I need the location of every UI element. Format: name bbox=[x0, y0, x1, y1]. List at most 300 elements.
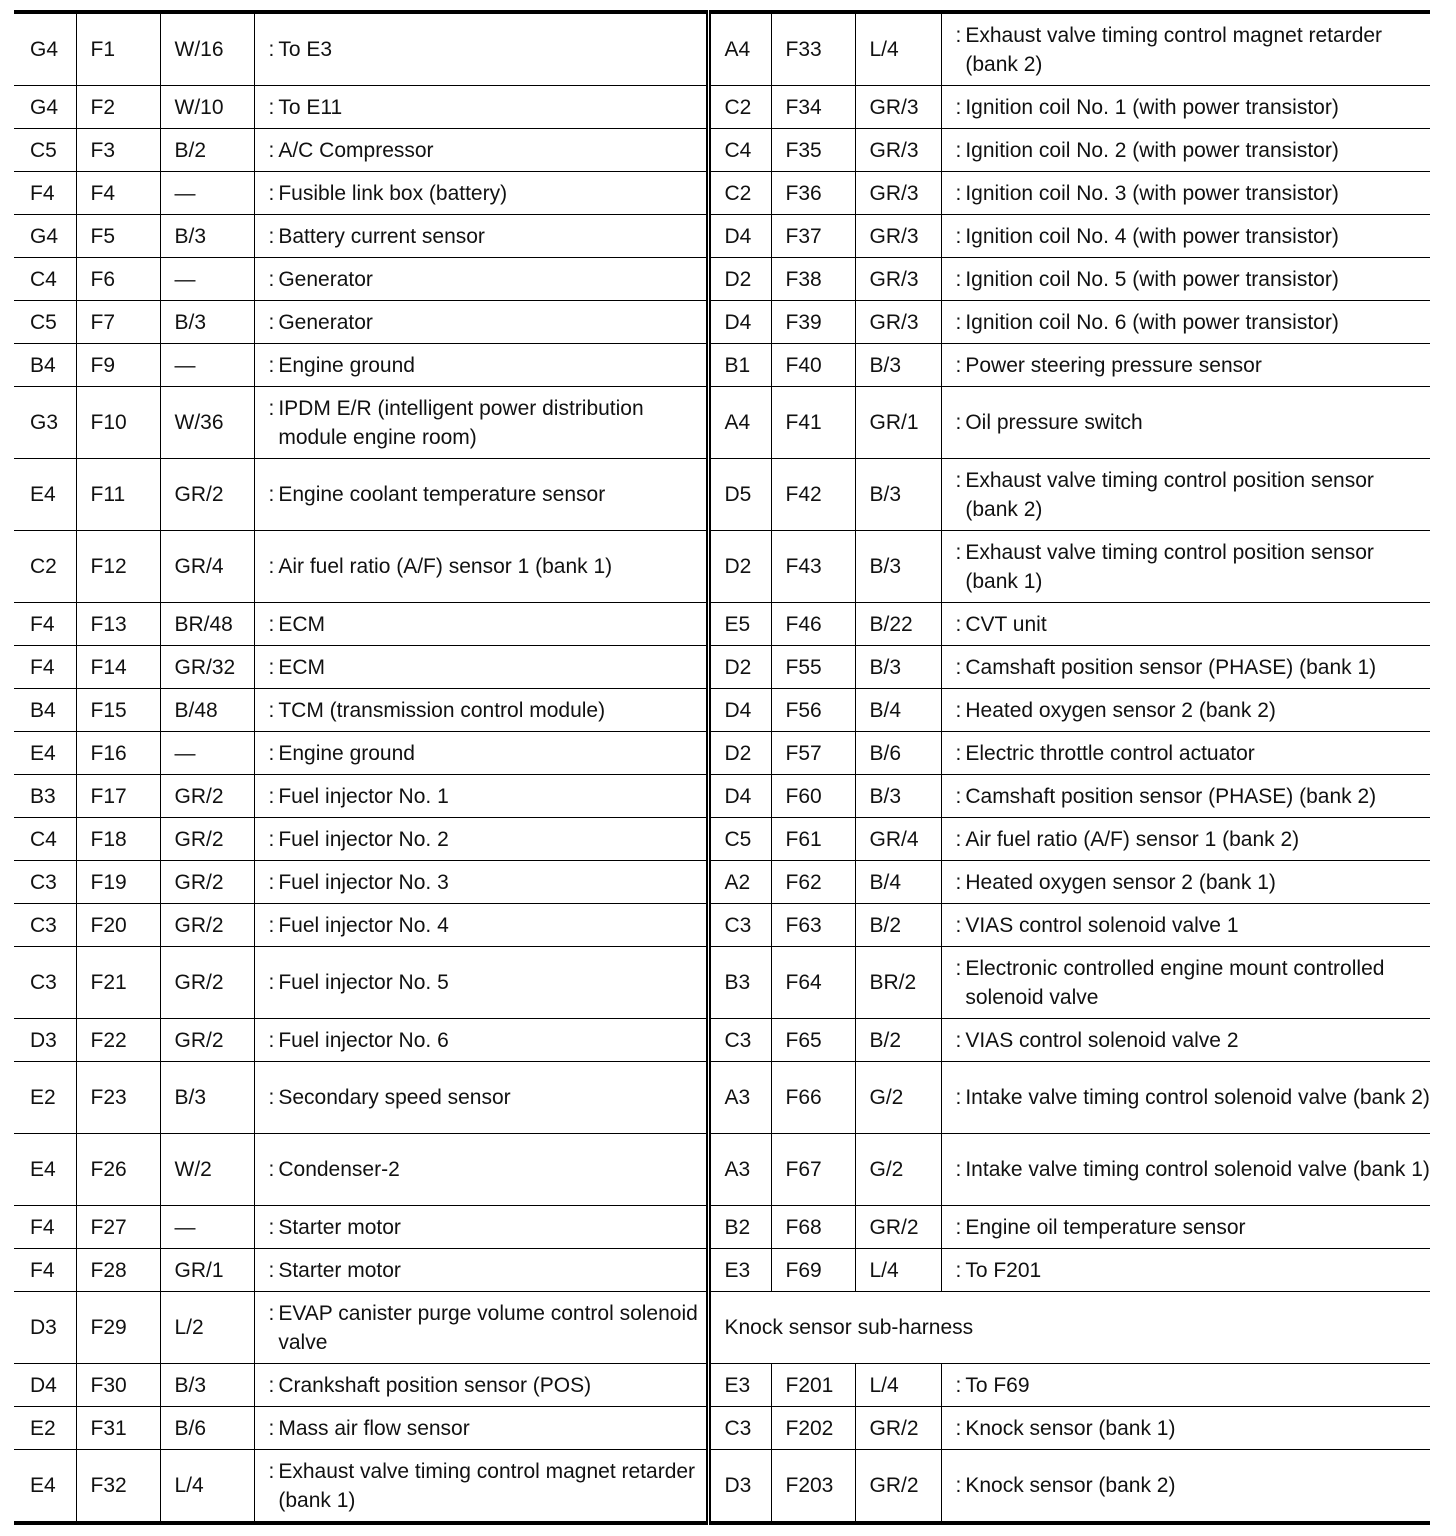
description-line bbox=[269, 1414, 706, 1443]
right-grid-location: E3 bbox=[708, 1364, 771, 1407]
right-connector-number: F37 bbox=[771, 215, 855, 258]
left-connector-description bbox=[254, 129, 708, 172]
left-connector-color-poles: W/16 bbox=[160, 12, 254, 86]
description-line bbox=[269, 825, 706, 854]
left-connector-description bbox=[254, 603, 708, 646]
description-line bbox=[956, 308, 1431, 337]
right-connector-number: F65 bbox=[771, 1019, 855, 1062]
right-connector-description bbox=[941, 1249, 1430, 1292]
right-connector-description bbox=[941, 215, 1430, 258]
right-connector-color-poles: G/2 bbox=[855, 1062, 941, 1134]
colon-separator: : bbox=[955, 138, 962, 162]
right-grid-location: D4 bbox=[708, 215, 771, 258]
description-line bbox=[956, 1256, 1431, 1285]
left-grid-location: C3 bbox=[14, 947, 76, 1019]
description-text: To E11 bbox=[278, 95, 343, 119]
right-connector-description bbox=[941, 172, 1430, 215]
colon-separator: : bbox=[268, 827, 275, 851]
left-connector-number: F26 bbox=[76, 1134, 160, 1206]
left-connector-number: F9 bbox=[76, 344, 160, 387]
description-line bbox=[956, 1414, 1431, 1443]
colon-separator: : bbox=[268, 1258, 275, 1282]
right-connector-number: F43 bbox=[771, 531, 855, 603]
description-line bbox=[269, 552, 706, 581]
colon-separator: : bbox=[955, 1086, 962, 1109]
colon-separator: : bbox=[955, 411, 962, 434]
description-line bbox=[269, 93, 706, 122]
left-connector-number: F11 bbox=[76, 459, 160, 531]
left-connector-description bbox=[254, 947, 708, 1019]
table-body bbox=[14, 12, 1430, 1523]
right-connector-color-poles: B/3 bbox=[855, 646, 941, 689]
left-connector-number: F14 bbox=[76, 646, 160, 689]
left-connector-color-poles: GR/2 bbox=[160, 1019, 254, 1062]
colon-separator: : bbox=[955, 827, 962, 851]
description-line bbox=[269, 968, 706, 997]
left-grid-location: C3 bbox=[14, 861, 76, 904]
left-connector-color-poles: GR/2 bbox=[160, 904, 254, 947]
description-line bbox=[956, 1155, 1431, 1184]
right-connector-color-poles: B/4 bbox=[855, 861, 941, 904]
description-text: TCM (transmission control module) bbox=[278, 698, 606, 722]
right-grid-location: A2 bbox=[708, 861, 771, 904]
right-connector-number: F39 bbox=[771, 301, 855, 344]
left-connector-color-poles: GR/4 bbox=[160, 531, 254, 603]
table-row bbox=[14, 818, 1430, 861]
colon-separator: : bbox=[955, 655, 962, 679]
description-text: ECM bbox=[278, 612, 326, 636]
right-grid-location: D2 bbox=[708, 646, 771, 689]
description-text: Heated oxygen sensor 2 (bank 2) bbox=[965, 698, 1276, 722]
left-connector-color-poles: BR/48 bbox=[160, 603, 254, 646]
table-row bbox=[14, 646, 1430, 689]
right-connector-color-poles: G/2 bbox=[855, 1134, 941, 1206]
left-connector-description bbox=[254, 301, 708, 344]
right-connector-description bbox=[941, 1206, 1430, 1249]
right-grid-location: C5 bbox=[708, 818, 771, 861]
right-grid-location: C4 bbox=[708, 129, 771, 172]
colon-separator: : bbox=[268, 353, 275, 377]
right-connector-color-poles: GR/3 bbox=[855, 215, 941, 258]
left-connector-description bbox=[254, 732, 708, 775]
description-text: Fusible link box (battery) bbox=[278, 181, 508, 205]
right-grid-location: E3 bbox=[708, 1249, 771, 1292]
right-grid-location: E5 bbox=[708, 603, 771, 646]
description-text: Engine ground bbox=[278, 741, 415, 765]
description-text: Engine ground bbox=[278, 353, 415, 377]
table-row bbox=[14, 689, 1430, 732]
colon-separator: : bbox=[955, 612, 962, 636]
right-grid-location: A3 bbox=[708, 1134, 771, 1206]
table-row bbox=[14, 301, 1430, 344]
left-connector-color-poles: — bbox=[160, 258, 254, 301]
right-connector-description bbox=[941, 1450, 1430, 1524]
left-connector-description bbox=[254, 1450, 708, 1524]
description-text: Ignition coil No. 5 (with power transistor) bbox=[965, 267, 1339, 291]
description-line bbox=[956, 1471, 1431, 1500]
right-grid-location: D4 bbox=[708, 689, 771, 732]
description-text: Exhaust valve timing control position sensor (bank 1) bbox=[965, 540, 1374, 593]
right-connector-number: F55 bbox=[771, 646, 855, 689]
description-text: Fuel injector No. 1 bbox=[278, 784, 449, 808]
colon-separator: : bbox=[268, 310, 275, 334]
right-connector-description bbox=[941, 947, 1430, 1019]
table-row bbox=[14, 1134, 1430, 1206]
description-line bbox=[956, 868, 1431, 897]
right-grid-location: C3 bbox=[708, 904, 771, 947]
left-connector-color-poles: B/3 bbox=[160, 1364, 254, 1407]
left-connector-color-poles: W/36 bbox=[160, 387, 254, 459]
left-connector-number: F17 bbox=[76, 775, 160, 818]
right-connector-description bbox=[941, 86, 1430, 129]
left-grid-location: C4 bbox=[14, 818, 76, 861]
right-connector-number: F63 bbox=[771, 904, 855, 947]
description-text: Battery current sensor bbox=[278, 224, 485, 248]
left-connector-description bbox=[254, 1019, 708, 1062]
left-connector-number: F1 bbox=[76, 12, 160, 86]
description-line bbox=[269, 136, 706, 165]
right-connector-color-poles: L/4 bbox=[855, 12, 941, 86]
left-grid-location: C5 bbox=[14, 129, 76, 172]
right-connector-number: F41 bbox=[771, 387, 855, 459]
colon-separator: : bbox=[955, 1215, 962, 1239]
description-text: Engine coolant temperature sensor bbox=[278, 483, 606, 506]
description-text: Intake valve timing control solenoid valve (bank 1) bbox=[965, 1158, 1430, 1181]
left-connector-description bbox=[254, 1292, 708, 1364]
left-connector-description bbox=[254, 12, 708, 86]
left-connector-color-poles: B/2 bbox=[160, 129, 254, 172]
colon-separator: : bbox=[268, 913, 275, 937]
left-connector-description bbox=[254, 1062, 708, 1134]
table-row bbox=[14, 387, 1430, 459]
right-connector-color-poles: GR/2 bbox=[855, 1450, 941, 1524]
description-text: Exhaust valve timing control position sensor (bank 2) bbox=[965, 468, 1374, 521]
description-line bbox=[956, 466, 1431, 524]
description-text: Ignition coil No. 4 (with power transistor) bbox=[965, 224, 1339, 248]
left-connector-color-poles: — bbox=[160, 344, 254, 387]
right-connector-color-poles: B/2 bbox=[855, 904, 941, 947]
left-grid-location: G4 bbox=[14, 12, 76, 86]
colon-separator: : bbox=[268, 1028, 275, 1052]
right-connector-description bbox=[941, 258, 1430, 301]
left-grid-location: B4 bbox=[14, 344, 76, 387]
colon-separator: : bbox=[268, 612, 275, 636]
right-connector-number: F38 bbox=[771, 258, 855, 301]
right-grid-location: D2 bbox=[708, 732, 771, 775]
colon-separator: : bbox=[955, 267, 962, 291]
left-connector-description bbox=[254, 344, 708, 387]
left-connector-number: F20 bbox=[76, 904, 160, 947]
table-row bbox=[14, 1292, 1430, 1364]
description-line bbox=[956, 1213, 1431, 1242]
colon-separator: : bbox=[955, 870, 962, 894]
colon-separator: : bbox=[955, 310, 962, 334]
description-text: Ignition coil No. 3 (with power transistor) bbox=[965, 181, 1339, 205]
left-grid-location: F4 bbox=[14, 172, 76, 215]
left-connector-number: F18 bbox=[76, 818, 160, 861]
colon-separator: : bbox=[268, 38, 275, 61]
right-grid-location: D2 bbox=[708, 531, 771, 603]
left-connector-color-poles: GR/2 bbox=[160, 861, 254, 904]
left-connector-description bbox=[254, 258, 708, 301]
colon-separator: : bbox=[268, 396, 275, 420]
colon-separator: : bbox=[955, 23, 962, 47]
description-text: ECM bbox=[278, 655, 326, 679]
table-row bbox=[14, 258, 1430, 301]
colon-separator: : bbox=[955, 468, 962, 492]
right-connector-description bbox=[941, 603, 1430, 646]
colon-separator: : bbox=[955, 224, 962, 248]
right-connector-description bbox=[941, 775, 1430, 818]
right-connector-color-poles: B/3 bbox=[855, 459, 941, 531]
description-text: Air fuel ratio (A/F) sensor 1 (bank 1) bbox=[278, 555, 613, 578]
right-connector-number: F60 bbox=[771, 775, 855, 818]
description-text: To F201 bbox=[965, 1258, 1042, 1282]
description-line bbox=[269, 35, 706, 64]
left-connector-number: F30 bbox=[76, 1364, 160, 1407]
colon-separator: : bbox=[268, 1086, 275, 1109]
right-connector-color-poles: GR/2 bbox=[855, 1206, 941, 1249]
right-connector-color-poles: GR/1 bbox=[855, 387, 941, 459]
left-grid-location: E4 bbox=[14, 459, 76, 531]
left-connector-description bbox=[254, 172, 708, 215]
left-grid-location: E2 bbox=[14, 1407, 76, 1450]
left-connector-color-poles: GR/2 bbox=[160, 818, 254, 861]
right-connector-color-poles: BR/2 bbox=[855, 947, 941, 1019]
description-text: Heated oxygen sensor 2 (bank 1) bbox=[965, 870, 1276, 894]
table-row bbox=[14, 1062, 1430, 1134]
table-row bbox=[14, 904, 1430, 947]
colon-separator: : bbox=[268, 224, 275, 248]
colon-separator: : bbox=[268, 784, 275, 808]
right-connector-number: F69 bbox=[771, 1249, 855, 1292]
description-line bbox=[956, 538, 1431, 596]
right-connector-number: F56 bbox=[771, 689, 855, 732]
left-connector-color-poles: — bbox=[160, 1206, 254, 1249]
right-connector-number: F64 bbox=[771, 947, 855, 1019]
right-connector-number: F42 bbox=[771, 459, 855, 531]
connector-list-table bbox=[14, 10, 1430, 1525]
right-connector-color-poles: GR/2 bbox=[855, 1407, 941, 1450]
description-text: Exhaust valve timing control magnet retarder (bank 1) bbox=[278, 1459, 696, 1512]
description-line bbox=[956, 1083, 1431, 1112]
left-connector-color-poles: L/4 bbox=[160, 1450, 254, 1524]
left-connector-number: F4 bbox=[76, 172, 160, 215]
right-connector-color-poles: GR/3 bbox=[855, 172, 941, 215]
right-connector-description bbox=[941, 861, 1430, 904]
description-text: Ignition coil No. 2 (with power transistor) bbox=[965, 138, 1339, 162]
left-connector-number: F32 bbox=[76, 1450, 160, 1524]
description-line bbox=[269, 1155, 706, 1184]
left-connector-description bbox=[254, 861, 708, 904]
description-line bbox=[269, 308, 706, 337]
description-text: Ignition coil No. 1 (with power transistor) bbox=[965, 95, 1339, 119]
colon-separator: : bbox=[268, 1301, 275, 1325]
table-row bbox=[14, 603, 1430, 646]
right-connector-description bbox=[941, 459, 1430, 531]
description-line bbox=[956, 739, 1431, 768]
table-row bbox=[14, 1019, 1430, 1062]
description-text: Fuel injector No. 4 bbox=[278, 913, 449, 937]
right-connector-number: F36 bbox=[771, 172, 855, 215]
left-connector-description bbox=[254, 689, 708, 732]
description-line bbox=[956, 911, 1431, 940]
description-line bbox=[956, 696, 1431, 725]
right-grid-location: B2 bbox=[708, 1206, 771, 1249]
description-line bbox=[269, 1256, 706, 1285]
left-grid-location: D4 bbox=[14, 1364, 76, 1407]
colon-separator: : bbox=[268, 181, 275, 205]
right-connector-description bbox=[941, 689, 1430, 732]
right-grid-location: D4 bbox=[708, 775, 771, 818]
colon-separator: : bbox=[955, 1474, 962, 1497]
left-connector-number: F22 bbox=[76, 1019, 160, 1062]
colon-separator: : bbox=[268, 1158, 275, 1181]
colon-separator: : bbox=[955, 1416, 962, 1440]
right-connector-description bbox=[941, 344, 1430, 387]
right-connector-description bbox=[941, 129, 1430, 172]
colon-separator: : bbox=[268, 741, 275, 765]
right-connector-number: F67 bbox=[771, 1134, 855, 1206]
table-row bbox=[14, 1364, 1430, 1407]
right-connector-number: F61 bbox=[771, 818, 855, 861]
left-connector-color-poles: W/10 bbox=[160, 86, 254, 129]
right-connector-color-poles: L/4 bbox=[855, 1364, 941, 1407]
right-connector-number: F201 bbox=[771, 1364, 855, 1407]
right-connector-description bbox=[941, 1134, 1430, 1206]
left-connector-number: F15 bbox=[76, 689, 160, 732]
colon-separator: : bbox=[268, 1215, 275, 1239]
left-connector-description bbox=[254, 86, 708, 129]
right-connector-description bbox=[941, 12, 1430, 86]
left-connector-number: F27 bbox=[76, 1206, 160, 1249]
left-grid-location: F4 bbox=[14, 1249, 76, 1292]
left-connector-color-poles: GR/2 bbox=[160, 459, 254, 531]
left-grid-location: E4 bbox=[14, 1450, 76, 1524]
left-connector-description bbox=[254, 387, 708, 459]
description-text: Knock sensor (bank 1) bbox=[965, 1416, 1176, 1440]
right-connector-description bbox=[941, 387, 1430, 459]
description-text: VIAS control solenoid valve 2 bbox=[965, 1028, 1239, 1052]
right-connector-color-poles: B/3 bbox=[855, 531, 941, 603]
left-grid-location: C5 bbox=[14, 301, 76, 344]
description-text: Starter motor bbox=[278, 1215, 401, 1239]
right-grid-location: B1 bbox=[708, 344, 771, 387]
table-row bbox=[14, 775, 1430, 818]
description-text: Condenser-2 bbox=[278, 1158, 400, 1181]
description-line bbox=[269, 1299, 706, 1357]
description-line bbox=[956, 351, 1431, 380]
description-line bbox=[956, 1026, 1431, 1055]
right-connector-description bbox=[941, 646, 1430, 689]
description-text: Crankshaft position sensor (POS) bbox=[278, 1373, 592, 1397]
left-connector-number: F21 bbox=[76, 947, 160, 1019]
left-grid-location: F4 bbox=[14, 646, 76, 689]
table-row bbox=[14, 344, 1430, 387]
description-text: Electronic controlled engine mount controlled solenoid valve bbox=[965, 956, 1385, 1009]
left-connector-description bbox=[254, 1364, 708, 1407]
right-grid-location: D3 bbox=[708, 1450, 771, 1524]
table-row bbox=[14, 1206, 1430, 1249]
left-connector-number: F28 bbox=[76, 1249, 160, 1292]
description-line bbox=[956, 408, 1431, 437]
left-grid-location: D3 bbox=[14, 1019, 76, 1062]
right-connector-color-poles: B/3 bbox=[855, 775, 941, 818]
left-connector-color-poles: B/48 bbox=[160, 689, 254, 732]
right-connector-color-poles: GR/3 bbox=[855, 86, 941, 129]
description-line bbox=[956, 136, 1431, 165]
description-line bbox=[269, 265, 706, 294]
description-line bbox=[269, 782, 706, 811]
description-text: To E3 bbox=[278, 38, 333, 61]
description-line bbox=[269, 222, 706, 251]
left-connector-number: F7 bbox=[76, 301, 160, 344]
left-connector-number: F16 bbox=[76, 732, 160, 775]
left-connector-color-poles: GR/2 bbox=[160, 947, 254, 1019]
right-connector-description bbox=[941, 904, 1430, 947]
left-connector-description bbox=[254, 1134, 708, 1206]
right-connector-description bbox=[941, 1364, 1430, 1407]
colon-separator: : bbox=[955, 698, 962, 722]
right-grid-location: C3 bbox=[708, 1407, 771, 1450]
left-connector-description bbox=[254, 904, 708, 947]
left-connector-color-poles: W/2 bbox=[160, 1134, 254, 1206]
left-connector-description bbox=[254, 775, 708, 818]
right-connector-description bbox=[941, 301, 1430, 344]
description-line bbox=[269, 1213, 706, 1242]
colon-separator: : bbox=[268, 655, 275, 679]
description-text: Power steering pressure sensor bbox=[965, 353, 1262, 377]
left-connector-number: F5 bbox=[76, 215, 160, 258]
right-connector-number: F40 bbox=[771, 344, 855, 387]
table-row bbox=[14, 1407, 1430, 1450]
description-text: Camshaft position sensor (PHASE) (bank 1) bbox=[965, 655, 1377, 679]
colon-separator: : bbox=[268, 1459, 275, 1483]
colon-separator: : bbox=[955, 181, 962, 205]
description-text: Engine oil temperature sensor bbox=[965, 1215, 1246, 1239]
description-text: Oil pressure switch bbox=[965, 411, 1143, 434]
right-connector-color-poles: B/4 bbox=[855, 689, 941, 732]
right-grid-location: C3 bbox=[708, 1019, 771, 1062]
right-connector-number: F202 bbox=[771, 1407, 855, 1450]
left-grid-location: G4 bbox=[14, 215, 76, 258]
table-row bbox=[14, 1249, 1430, 1292]
sub-harness-heading: Knock sensor sub-harness bbox=[708, 1292, 1430, 1364]
description-line bbox=[269, 1371, 706, 1400]
colon-separator: : bbox=[268, 138, 275, 162]
table-row bbox=[14, 861, 1430, 904]
description-line bbox=[269, 868, 706, 897]
left-grid-location: G3 bbox=[14, 387, 76, 459]
left-connector-description bbox=[254, 1249, 708, 1292]
description-line bbox=[269, 1026, 706, 1055]
description-text: Fuel injector No. 2 bbox=[278, 827, 449, 851]
right-connector-color-poles: GR/3 bbox=[855, 258, 941, 301]
description-line bbox=[956, 222, 1431, 251]
description-line bbox=[956, 610, 1431, 639]
colon-separator: : bbox=[955, 1158, 962, 1181]
left-grid-location: C4 bbox=[14, 258, 76, 301]
description-text: To F69 bbox=[965, 1373, 1030, 1397]
description-text: Ignition coil No. 6 (with power transistor) bbox=[965, 310, 1339, 334]
description-text: Knock sensor (bank 2) bbox=[965, 1474, 1176, 1497]
description-line bbox=[269, 653, 706, 682]
right-connector-color-poles: GR/3 bbox=[855, 129, 941, 172]
right-grid-location: D2 bbox=[708, 258, 771, 301]
table-row bbox=[14, 732, 1430, 775]
right-connector-number: F203 bbox=[771, 1450, 855, 1524]
right-connector-number: F62 bbox=[771, 861, 855, 904]
